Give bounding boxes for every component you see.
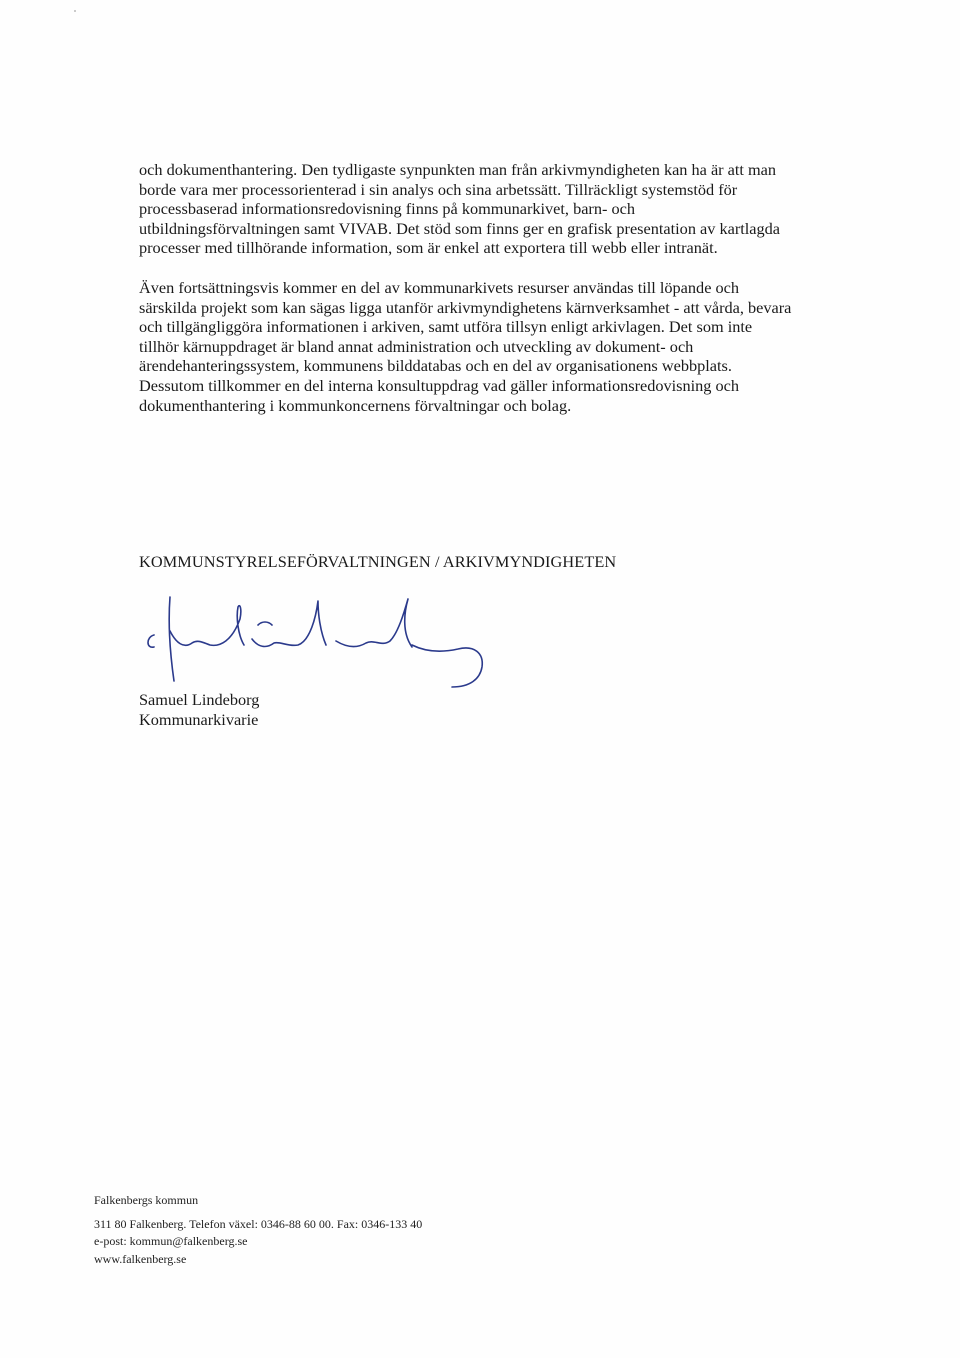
paragraph-1-line: borde vara mer processorienterad i sin analys och sina arbetssätt. Tillräckligt systemstöd för xyxy=(139,179,738,199)
paragraph-1-line: processbaserad informationsredovisning finns på kommunarkivet, barn- och xyxy=(139,199,635,219)
paragraph-2-line: särskilda projekt som kan sägas ligga utanför arkivmyndighetens kärnverksamhet - att vårda, bevara xyxy=(139,297,792,317)
paragraph-2-line: Även fortsättningsvis kommer en del av kommunarkivets resurser användas till löpande och xyxy=(139,278,739,297)
handwritten-signature xyxy=(140,583,500,693)
footer-organization: Falkenbergs kommun xyxy=(94,1193,199,1207)
signer-name: Samuel Lindeborg xyxy=(139,690,260,709)
paragraph-2-line: och tillgängliggöra informationen i arkiven, samt utföra tillsyn enligt arkivlagen. Det som inte xyxy=(139,317,753,337)
paragraph-1-line: utbildningsförvaltningen samt VIVAB. Det stöd som finns ger en grafisk presentation av kartlagda xyxy=(139,218,781,238)
paragraph-1 xyxy=(139,160,839,258)
signer-block xyxy=(139,690,259,730)
signer-title: Kommunarkivarie xyxy=(139,710,259,729)
paragraph-2-line: Dessutom tillkommer en del interna konsultuppdrag vad gäller informationsredovisning och xyxy=(139,375,740,395)
paragraph-1-line: och dokumenthantering. Den tydligaste synpunkten man från arkivmyndigheten kan ha är att man xyxy=(139,160,777,179)
footer-address: 311 80 Falkenberg. Telefon växel: 0346-88 60 00. Fax: 0346-133 40 xyxy=(94,1216,423,1231)
paragraph-2-line: ärendehanteringssystem, kommunens bilddatabas och en del av organisationens webbplats. xyxy=(139,356,732,376)
paragraph-1-line: processer med tillhörande information, som är enkel att exportera till webb eller intranät. xyxy=(139,238,718,258)
footer xyxy=(94,1192,422,1268)
footer-website: www.falkenberg.se xyxy=(94,1251,187,1266)
paragraph-2 xyxy=(139,278,839,415)
scan-artifact-dot xyxy=(74,10,76,12)
paragraph-2-line: dokumenthantering i kommunkoncernens förvaltningar och bolag. xyxy=(139,395,572,415)
paragraph-2-line: tillhör kärnuppdraget är bland annat administration och utveckling av dokument- och xyxy=(139,336,694,356)
authority-heading: KOMMUNSTYRELSEFÖRVALTNINGEN / ARKIVMYNDIGHETEN xyxy=(139,552,617,571)
footer-email: e-post: kommun@falkenberg.se xyxy=(94,1234,248,1248)
